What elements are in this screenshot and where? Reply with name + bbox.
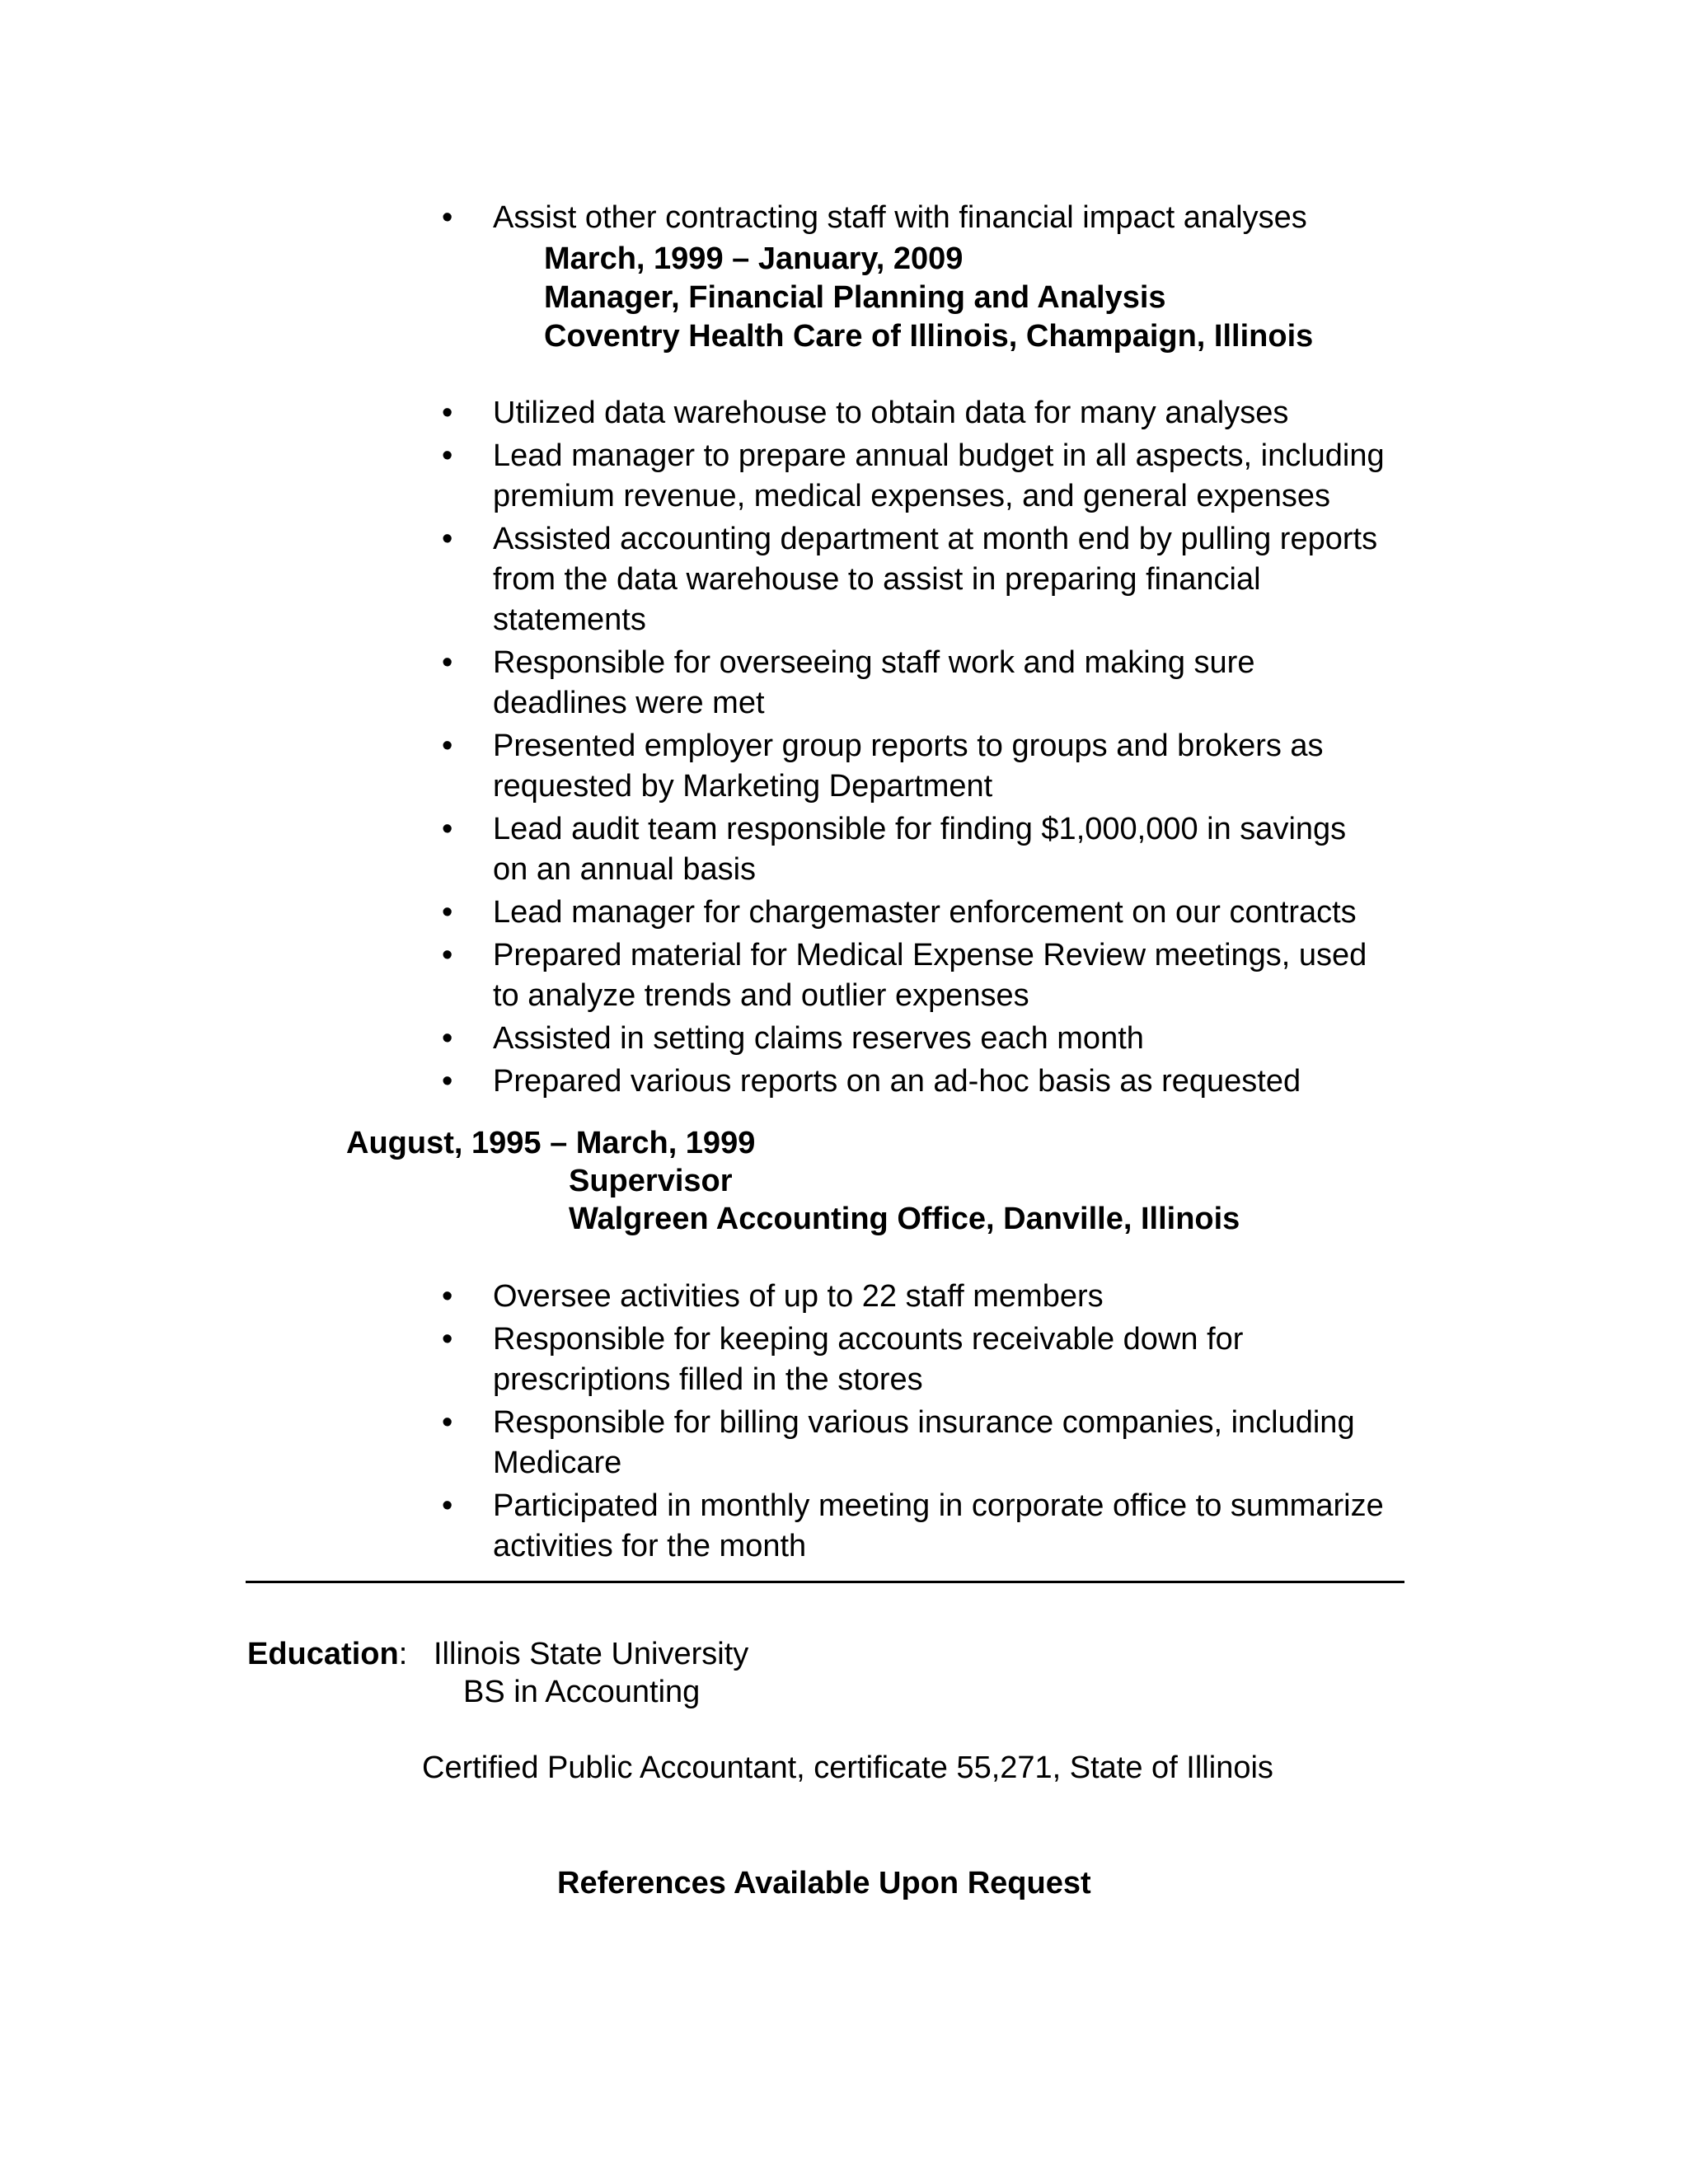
list-item-text: • Assisted accounting department at month end by pulling reports bbox=[493, 522, 1378, 556]
list-item bbox=[442, 1277, 1384, 1317]
education-school: Illinois State University bbox=[434, 1637, 749, 1671]
references-note: References Available Upon Request bbox=[557, 1866, 1091, 1900]
certification: Certified Public Accountant, certificate 55,271, State of Illinois bbox=[422, 1750, 1273, 1785]
list-item bbox=[442, 893, 1385, 933]
list-item-text: prescriptions filled in the stores bbox=[493, 1362, 923, 1397]
list-item-text: on an annual basis bbox=[493, 852, 757, 887]
list-item-text: from the data warehouse to assist in preparing financial bbox=[493, 562, 1261, 597]
list-item bbox=[442, 1319, 1384, 1400]
list-item-text: • Oversee activities of up to 22 staff members bbox=[493, 1279, 1104, 1314]
list-item bbox=[442, 643, 1385, 724]
job2-bullet-list bbox=[442, 1277, 1384, 1569]
list-item-text: Medicare bbox=[493, 1446, 622, 1480]
job1-title: Manager, Financial Planning and Analysis bbox=[544, 280, 1166, 315]
job2-dates: August, 1995 – March, 1999 bbox=[346, 1126, 756, 1160]
job1-dates: March, 1999 – January, 2009 bbox=[544, 241, 964, 276]
section-divider bbox=[246, 1581, 1404, 1583]
job2-title: Supervisor bbox=[569, 1164, 733, 1198]
list-item-text: • Responsible for keeping accounts receivable down for bbox=[493, 1322, 1244, 1357]
list-item-text: • Presented employer group reports to groups and brokers as bbox=[493, 729, 1324, 763]
list-item bbox=[442, 809, 1385, 890]
list-item-text: • Assisted in setting claims reserves each month bbox=[493, 1021, 1144, 1056]
list-item-text: statements bbox=[493, 602, 646, 637]
list-item-text: to analyze trends and outlier expenses bbox=[493, 978, 1029, 1013]
list-item bbox=[442, 1062, 1385, 1102]
list-item bbox=[442, 726, 1385, 807]
list-item bbox=[442, 1019, 1385, 1059]
list-item-text: premium revenue, medical expenses, and general expenses bbox=[493, 479, 1331, 513]
list-item bbox=[442, 393, 1385, 434]
job2-employer: Walgreen Accounting Office, Danville, Illinois bbox=[569, 1202, 1240, 1236]
list-item-text: • Prepared various reports on an ad-hoc basis as requested bbox=[493, 1064, 1301, 1099]
list-item bbox=[442, 1403, 1384, 1483]
education-label: Education bbox=[247, 1637, 399, 1671]
list-item bbox=[442, 1486, 1384, 1567]
list-item-text: • Responsible for billing various insurance companies, including bbox=[493, 1405, 1355, 1440]
education-line bbox=[247, 1634, 407, 1675]
list-item bbox=[442, 198, 1307, 238]
list-item bbox=[442, 935, 1385, 1016]
list-item-text: activities for the month bbox=[493, 1529, 807, 1563]
list-item-text: • Lead manager to prepare annual budget in all aspects, including bbox=[493, 438, 1385, 473]
list-item-text: • Responsible for overseeing staff work and making sure bbox=[493, 645, 1255, 680]
list-item bbox=[442, 519, 1385, 640]
list-item-text: • Utilized data warehouse to obtain data for many analyses bbox=[493, 396, 1289, 430]
list-item-text: • Lead manager for chargemaster enforcement on our contracts bbox=[493, 895, 1357, 930]
list-item-text: • Assist other contracting staff with financial impact analyses bbox=[493, 200, 1307, 235]
list-item-text: • Participated in monthly meeting in corporate office to summarize bbox=[493, 1488, 1384, 1523]
previous-job-bullet-list bbox=[442, 198, 1307, 241]
list-item-text: • Lead audit team responsible for finding $1,000,000 in savings bbox=[493, 812, 1347, 846]
education-degree: BS in Accounting bbox=[463, 1675, 701, 1709]
list-item-text: deadlines were met bbox=[493, 686, 765, 720]
list-item-text: requested by Marketing Department bbox=[493, 769, 993, 804]
list-item bbox=[442, 436, 1385, 517]
list-item-text: • Prepared material for Medical Expense Review meetings, used bbox=[493, 938, 1367, 972]
job1-bullet-list bbox=[442, 393, 1385, 1104]
job1-employer: Coventry Health Care of Illinois, Champaign, Illinois bbox=[544, 319, 1314, 354]
education-label-separator: : bbox=[398, 1637, 408, 1671]
